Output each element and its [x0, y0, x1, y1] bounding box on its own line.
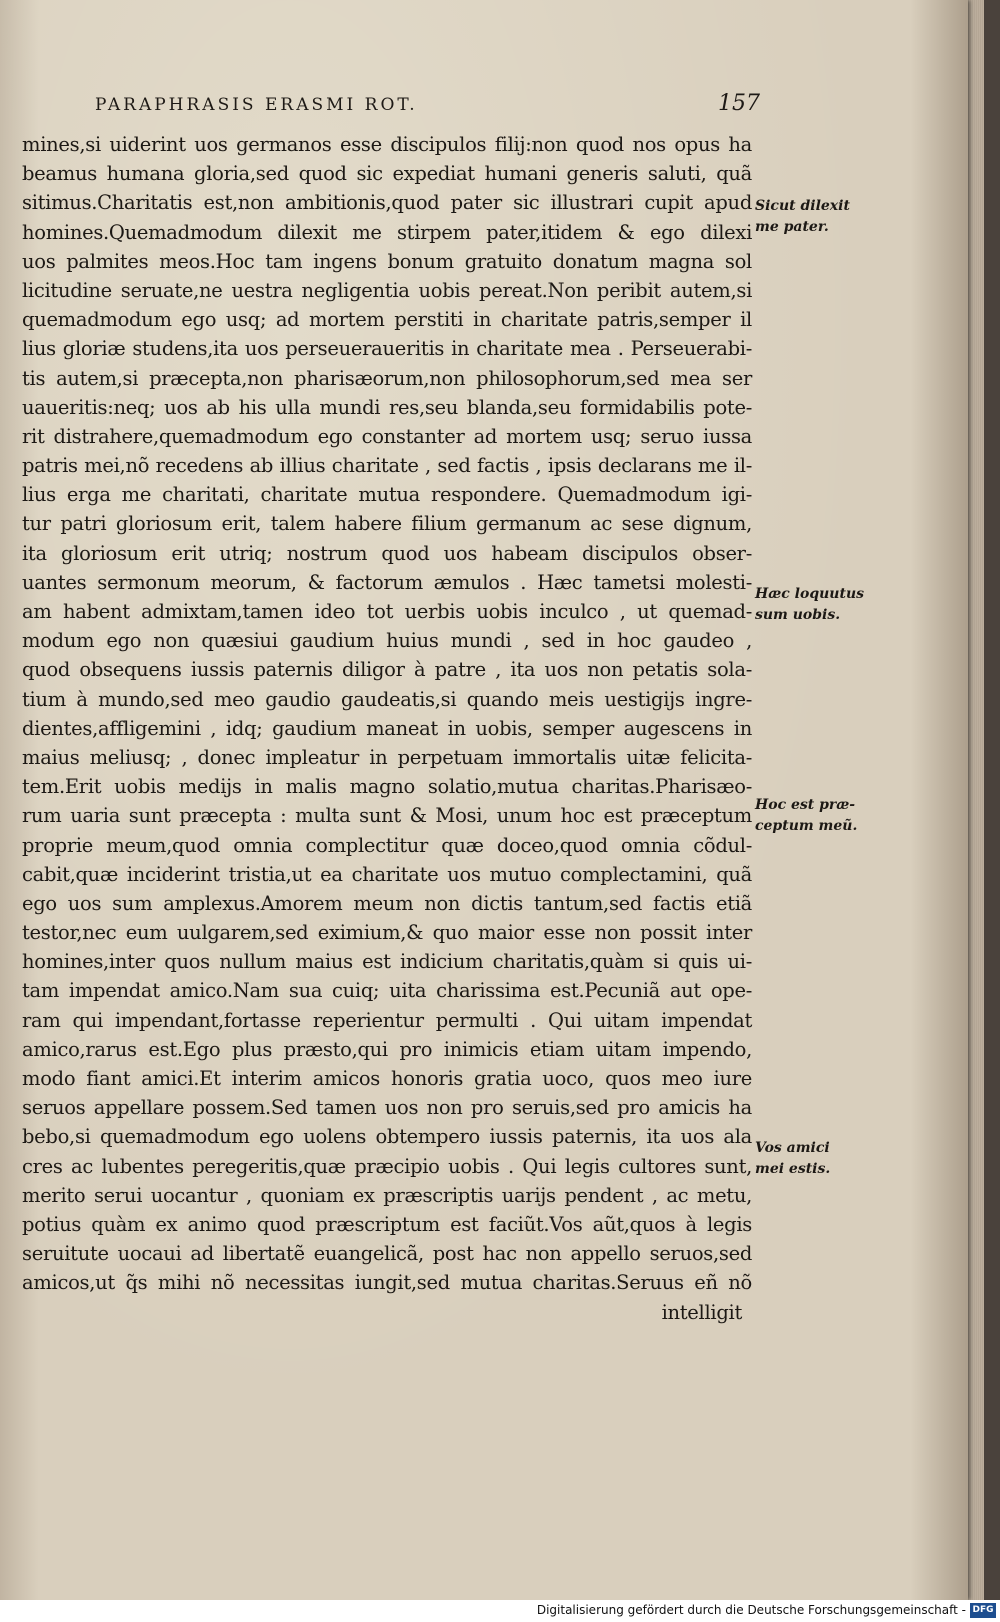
text-line: mines,si uiderint uos germanos esse discipulos filij:non quod nos opus ha [22, 133, 752, 156]
text-line: merito serui uocantur , quoniam ex præscriptis uarijs pendent , ac metu, [22, 1183, 752, 1207]
running-header [95, 91, 760, 125]
text-line: quod obsequens iussis paternis diligor à patre , ita uos non petatis sola- [22, 658, 752, 682]
text-line: patris mei,nõ recedens ab illius charitate , sed factis , ipsis declarans me il- [22, 454, 752, 478]
page-edge [968, 0, 984, 1600]
margin-note-line: ceptum meũ. [755, 818, 858, 834]
text-line: tium à mundo,sed meo gaudio gaudeatis,si quando meis uestigijs ingre- [22, 687, 752, 711]
body-text [22, 130, 752, 1327]
text-line: rit distrahere,quemadmodum ego constanter ad mortem usq; seruo iussa [22, 424, 752, 448]
margin-note-line: mei estis. [755, 1161, 831, 1177]
text-line: dientes,affligemini , idq; gaudium maneat in uobis, semper augescens in [22, 716, 752, 740]
text-line: uantes sermonum meorum, & factorum æmulos . Hæc tametsi molesti- [22, 570, 752, 594]
text-line: cres ac lubentes peregeritis,quæ præcipio uobis . Qui legis cultores sunt, [22, 1154, 752, 1178]
text-line: potius quàm ex animo quod præscriptum est faciũt.Vos aũt,quos à legis [22, 1212, 752, 1236]
text-line: uaueritis:neq; uos ab his ulla mundi res,seu blanda,seu formidabilis pote- [22, 395, 752, 419]
margin-note-line: Hæc loquutus [755, 586, 864, 602]
header-title: PARAPHRASIS ERASMI ROT. [95, 95, 418, 115]
text-line: modum ego non quæsiui gaudium huius mundi , sed in hoc gaudeo , [22, 629, 752, 653]
text-line: tur patri gloriosum erit, talem habere filium germanum ac sese dignum, [22, 512, 752, 536]
margin-note-line: Vos amici [755, 1140, 830, 1156]
text-line: tem.Erit uobis medijs in malis magno solatio,mutua charitas.Pharisæo- [22, 775, 752, 799]
text-line: ram qui impendant,fortasse reperientur permulti . Qui uitam impendat [22, 1008, 752, 1032]
text-line: homines.Quemadmodum dilexit me stirpem pater,itidem & ego dilexi [22, 220, 752, 244]
text-line: proprie meum,quod omnia complectitur quæ doceo,quod omnia cõdul- [22, 833, 752, 857]
margin-note [755, 196, 865, 238]
text-line: licitudine seruate,ne uestra negligentia uobis pereat.Non peribit autem,si [22, 278, 752, 302]
text-line: seruitute uocaui ad libertatẽ euangelicã, post hac non appello seruos,sed [22, 1242, 752, 1266]
text-line: beamus humana gloria,sed quod sic expediat humani generis saluti, quã [22, 162, 752, 186]
text-line: bebo,si quemadmodum ego uolens obtempero iussis paternis, ita uos ala [22, 1125, 752, 1149]
text-line: seruos appellare possem.Sed tamen uos non pro seruis,sed pro amicis ha [22, 1096, 752, 1120]
text-line: amico,rarus est.Ego plus præsto,qui pro inimicis etiam uitam impendo, [22, 1037, 752, 1061]
text-line: ego uos sum amplexus.Amorem meum non dictis tantum,sed factis etiã [22, 891, 752, 915]
text-line: testor,nec eum uulgarem,sed eximium,& quo maior esse non possit inter [22, 921, 752, 945]
text-line: ita gloriosum erit utriq; nostrum quod uos habeam discipulos obser- [22, 541, 752, 565]
text-line: modo fiant amici.Et interim amicos honoris gratia uoco, quos meo iure [22, 1067, 752, 1090]
footer-credit: Digitalisierung gefördert durch die Deutsche Forschungsgemeinschaft - [536, 1603, 966, 1617]
margin-note [755, 1138, 865, 1180]
text-line: cabit,quæ inciderint tristia,ut ea charitate uos mutuo complectamini, quã [22, 862, 752, 886]
margin-note-line: me pater. [755, 219, 829, 235]
text-line: uos palmites meos.Hoc tam ingens bonum gratuito donatum magna sol [22, 249, 752, 273]
text-line: sitimus.Charitatis est,non ambitionis,quod pater sic illustrari cupit apud [22, 191, 752, 215]
digitization-footer [0, 1600, 1000, 1622]
dfg-logo: DFG [970, 1603, 996, 1618]
text-line: tam impendat amico.Nam sua cuiq; uita charissima est.Pecuniã aut ope- [22, 979, 752, 1003]
text-line: homines,inter quos nullum maius est indicium charitatis,quàm si quis ui- [22, 950, 752, 974]
text-line: rum uaria sunt præcepta : multa sunt & Mosi, unum hoc est præceptum [22, 804, 752, 828]
text-line: tis autem,si præcepta,non pharisæorum,non philosophorum,sed mea ser [22, 366, 752, 390]
text-line: intelligit [661, 1300, 742, 1324]
text-line: lius gloriæ studens,ita uos perseueraueritis in charitate mea . Perseuerabi- [22, 337, 752, 361]
margin-note [755, 584, 865, 626]
text-line: amicos,ut q̃s mihi nõ necessitas iungit,sed mutua charitas.Seruus eñ nõ [22, 1271, 752, 1295]
margin-note-line: Sicut dilexit [755, 198, 850, 214]
text-line: lius erga me charitati, charitate mutua respondere. Quemadmodum igi- [22, 483, 752, 507]
text-line: maius meliusq; , donec impleatur in perpetuam immortalis uitæ felicita- [22, 745, 752, 769]
page-number: 157 [718, 91, 760, 116]
margin-note-line: sum uobis. [755, 607, 841, 623]
text-line: quemadmodum ego usq; ad mortem perstiti in charitate patris,semper il [22, 308, 752, 332]
margin-note-line: Hoc est præ- [755, 797, 856, 813]
margin-note [755, 795, 865, 837]
text-line: am habent admixtam,tamen ideo tot uerbis uobis inculco , ut quemad- [22, 600, 752, 623]
